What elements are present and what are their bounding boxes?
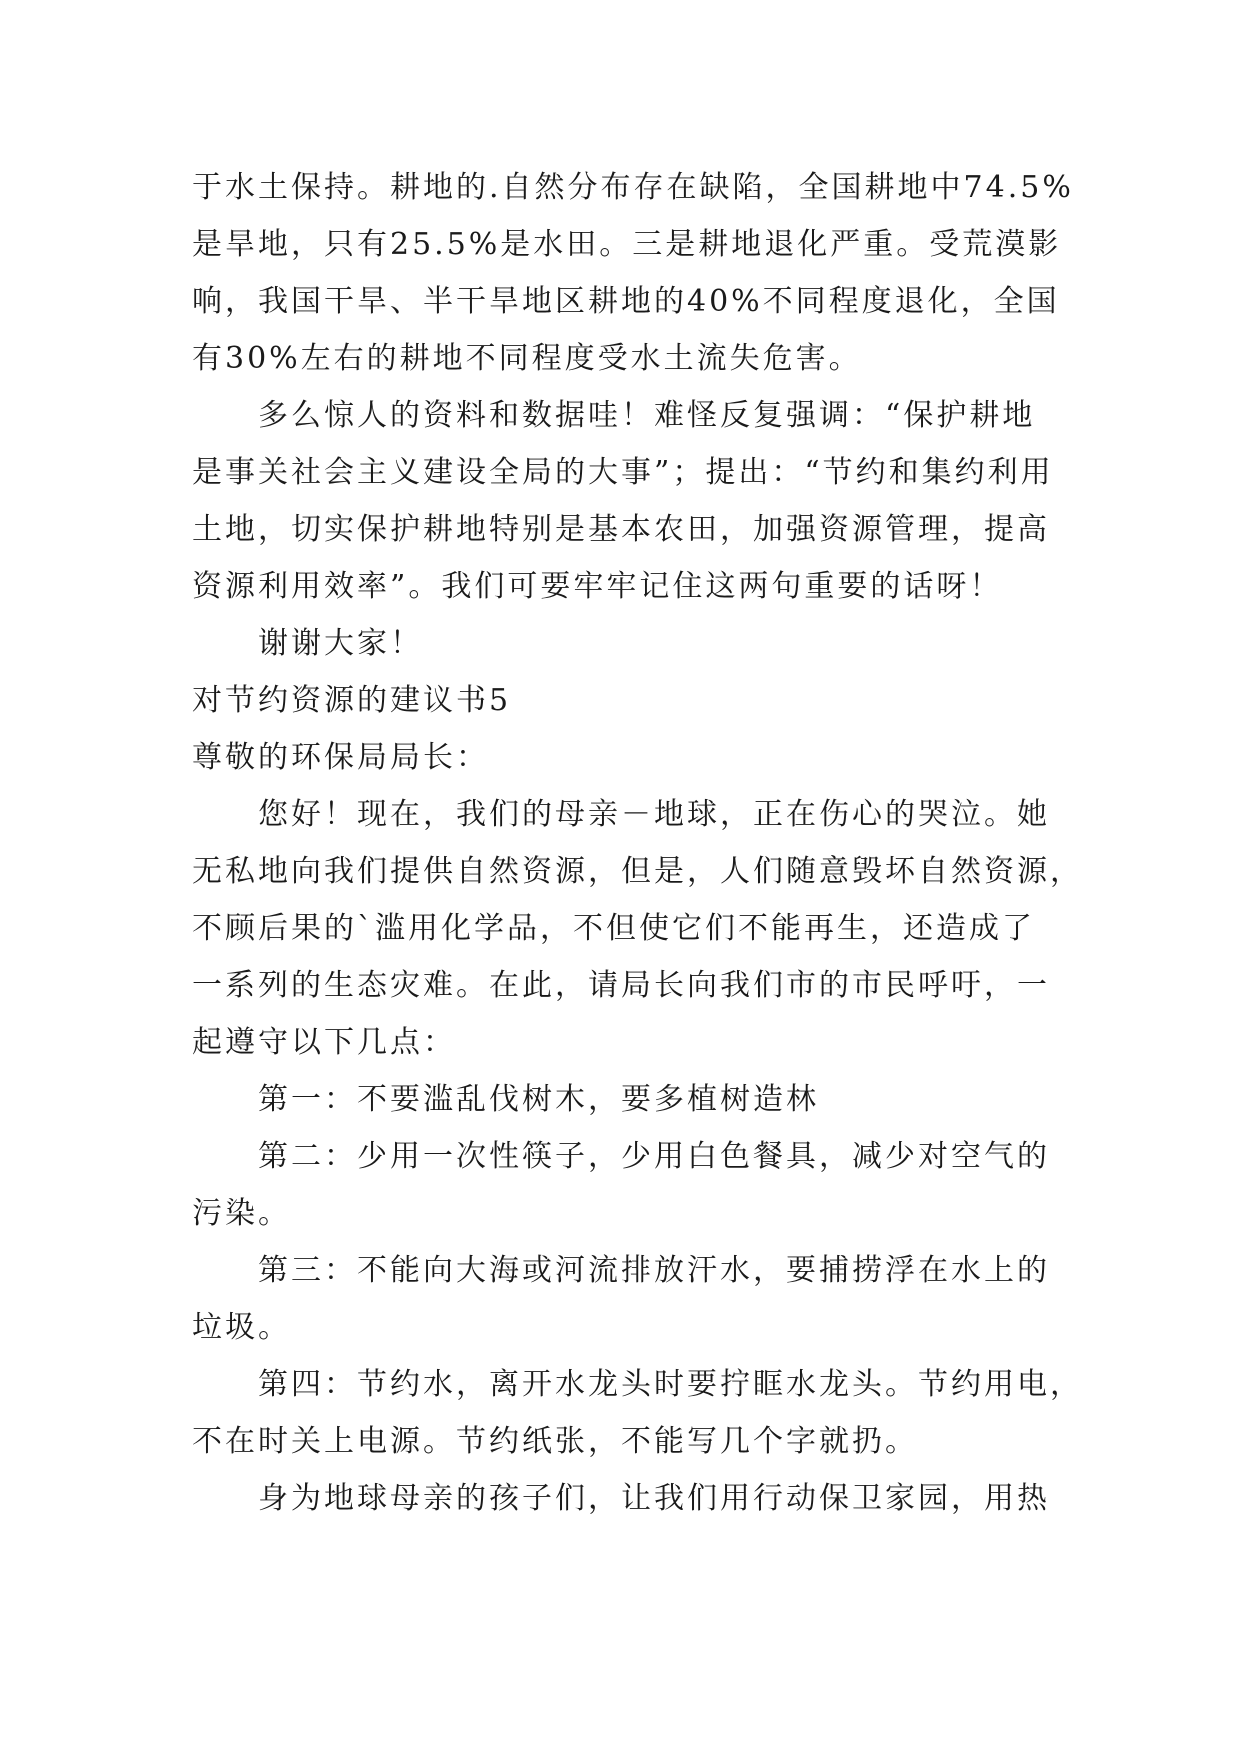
body-text-line: 于水土保持。耕地的.自然分布存在缺陷，全国耕地中74.5% bbox=[192, 170, 1074, 205]
body-text-line: 身为地球母亲的孩子们，让我们用行动保卫家园，用热 bbox=[258, 1481, 1050, 1516]
list-item-line: 第二：少用一次性筷子，少用白色餐具，减少对空气的 bbox=[258, 1139, 1050, 1174]
body-text-line: 起遵守以下几点： bbox=[192, 1025, 456, 1060]
list-item-line: 第一：不要滥乱伐树木，要多植树造林 bbox=[258, 1082, 819, 1117]
list-item-line: 垃圾。 bbox=[192, 1310, 291, 1345]
closing-line: 谢谢大家！ bbox=[258, 626, 423, 661]
body-text-line: 不顾后果的`滥用化学品，不但使它们不能再生，还造成了 bbox=[192, 911, 1035, 946]
list-item-line: 第三：不能向大海或河流排放汗水，要捕捞浮在水上的 bbox=[258, 1253, 1050, 1288]
body-text-line: 有30%左右的耕地不同程度受水土流失危害。 bbox=[192, 341, 862, 376]
body-text-line: 响，我国干旱、半干旱地区耕地的40%不同程度退化，全国 bbox=[192, 284, 1060, 319]
body-text-line: 资源利用效率”。我们可要牢牢记住这两句重要的话呀！ bbox=[192, 569, 1003, 604]
list-item-line: 不在时关上电源。节约纸张，不能写几个字就扔。 bbox=[192, 1424, 918, 1459]
salutation: 尊敬的环保局局长： bbox=[192, 740, 489, 775]
body-text-line: 土地，切实保护耕地特别是基本农田，加强资源管理，提高 bbox=[192, 512, 1050, 547]
body-text-line: 多么惊人的资料和数据哇！难怪反复强调：“保护耕地 bbox=[258, 398, 1036, 433]
section-title: 对节约资源的建议书5 bbox=[192, 683, 512, 718]
list-item-line: 第四：节约水，离开水龙头时要拧眶水龙头。节约用电， bbox=[258, 1367, 1083, 1402]
body-text-line: 是事关社会主义建设全局的大事”；提出：“节约和集约利用 bbox=[192, 455, 1054, 490]
body-text-line: 您好！现在，我们的母亲－地球，正在伤心的哭泣。她 bbox=[258, 797, 1050, 832]
list-item-line: 污染。 bbox=[192, 1196, 291, 1231]
body-text-line: 是旱地，只有25.5%是水田。三是耕地退化严重。受荒漠影 bbox=[192, 227, 1062, 262]
body-text-line: 无私地向我们提供自然资源，但是，人们随意毁坏自然资源， bbox=[192, 854, 1083, 889]
body-text-line: 一系列的生态灾难。在此，请局长向我们市的市民呼吁，一 bbox=[192, 968, 1050, 1003]
